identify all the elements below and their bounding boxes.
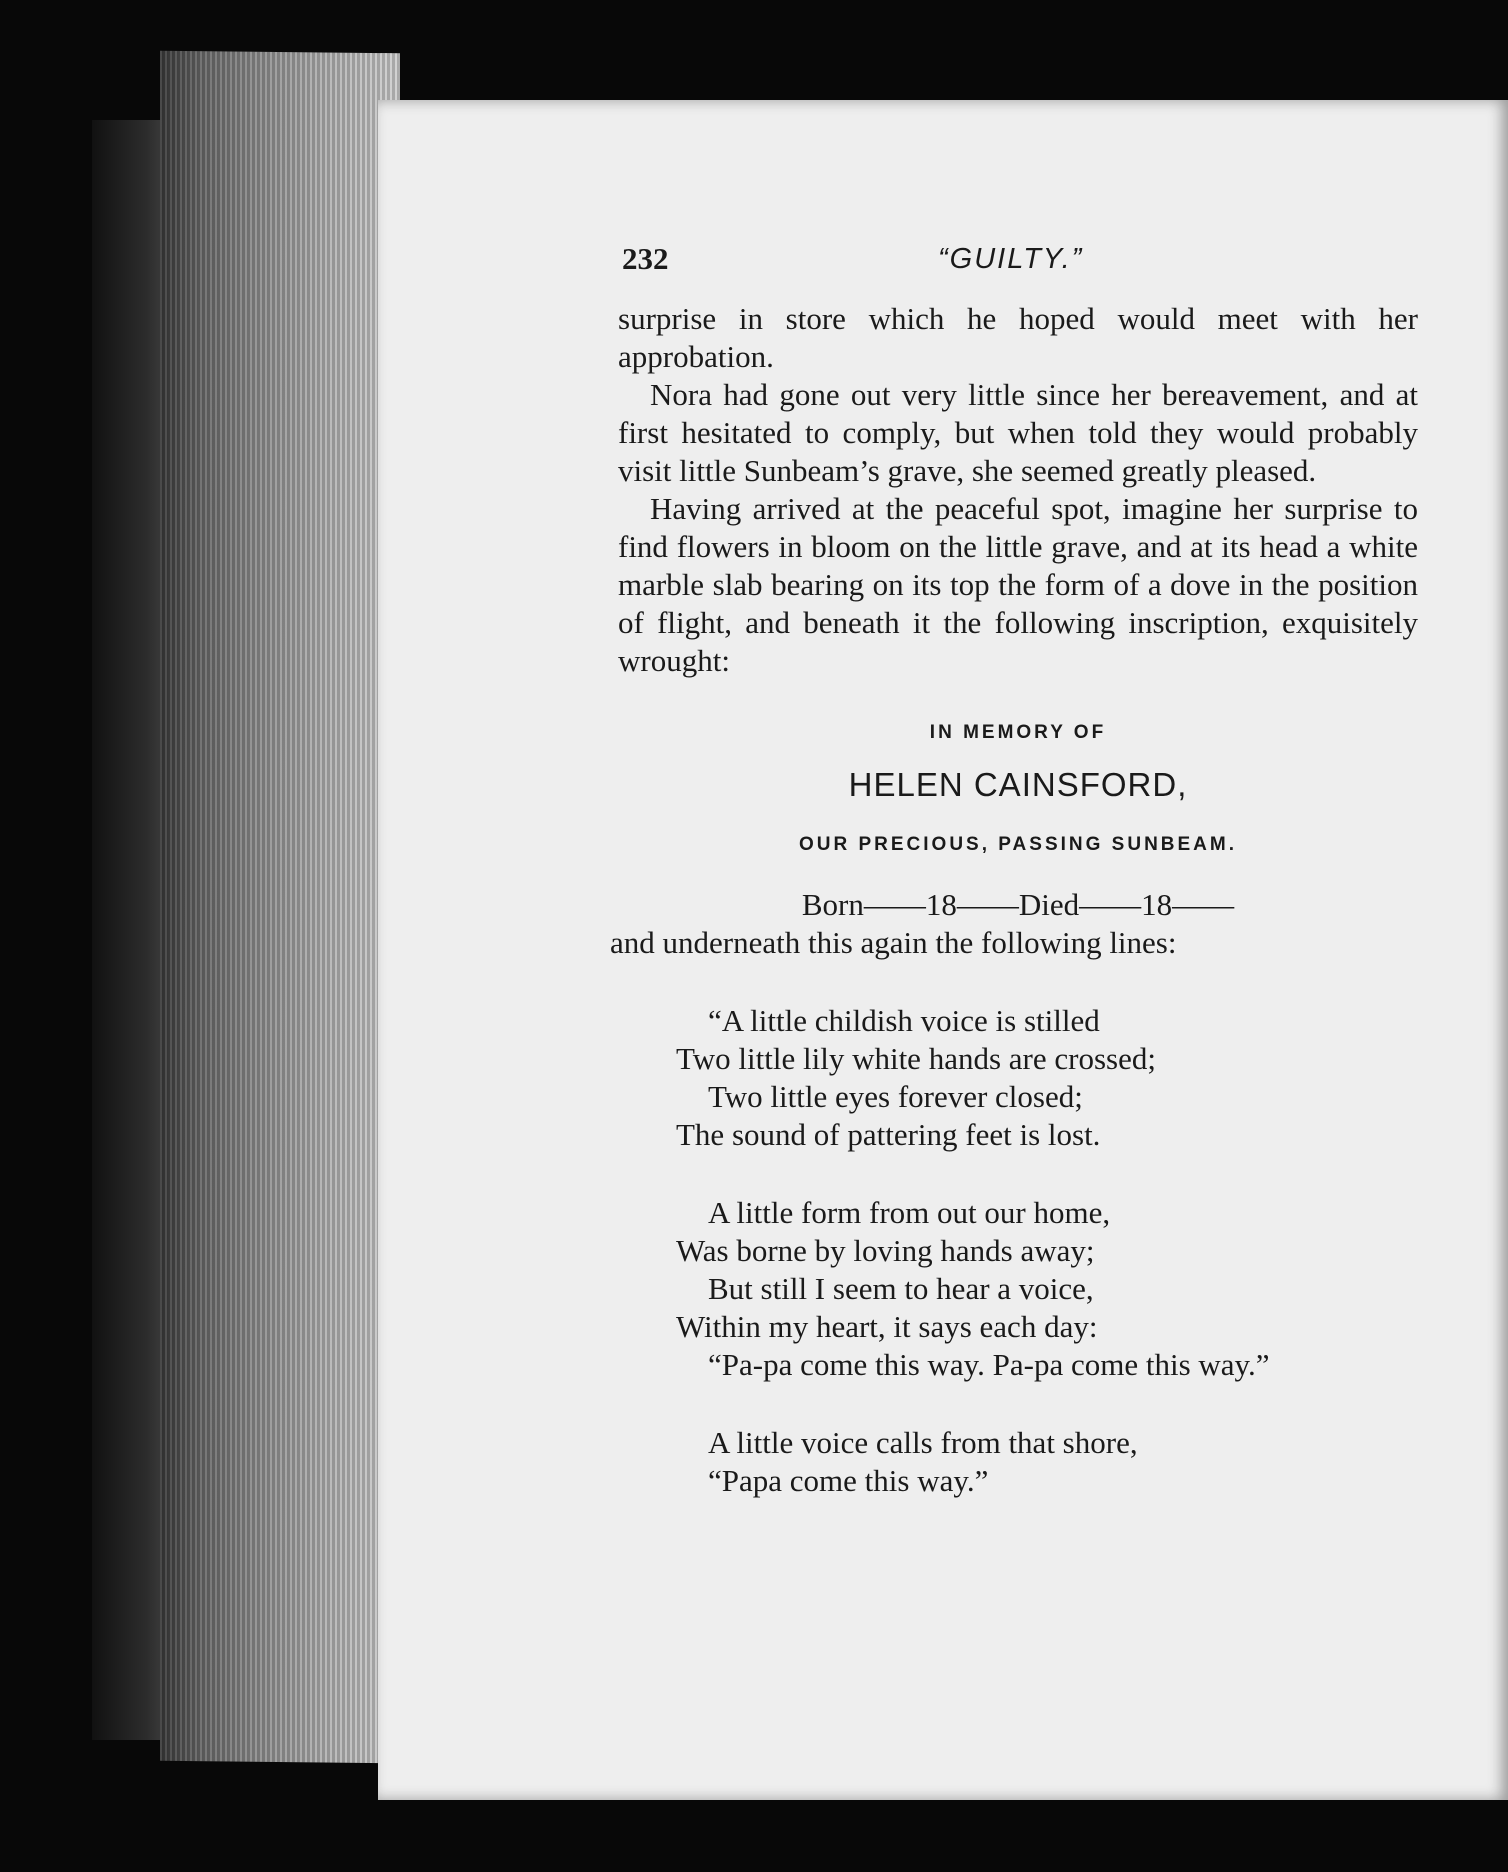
paragraph: surprise in store which he hoped would meet with her approbation. <box>618 301 1418 374</box>
verse-stanza-3 <box>676 1424 1418 1500</box>
verse-line: A little form from out our home, <box>708 1195 1111 1230</box>
verse-line: “Pa-pa come this way. Pa-pa come this way.” <box>708 1347 1270 1382</box>
verse-stanza-2 <box>676 1194 1418 1384</box>
verse-line: The sound of pattering feet is lost. <box>676 1117 1101 1152</box>
running-title: “GUILTY.” <box>938 243 1084 275</box>
page-text <box>610 240 1418 1500</box>
verse-line: Two little eyes forever closed; <box>708 1079 1083 1114</box>
verse-line: A little voice calls from that shore, <box>708 1425 1138 1460</box>
verse-line: Was borne by loving hands away; <box>676 1233 1095 1268</box>
verse-line: Within my heart, it says each day: <box>676 1309 1098 1344</box>
running-head <box>618 240 1418 300</box>
verse-stanza-1 <box>676 1002 1418 1154</box>
verse-line: “Papa come this way.” <box>708 1463 989 1498</box>
book-page-edges <box>160 51 400 1764</box>
inscription-dates: Born——18——Died——18—— <box>801 887 1235 922</box>
page-number: 232 <box>622 241 669 276</box>
inscription-subtitle: OUR PRECIOUS, PASSING SUNBEAM. <box>798 834 1238 855</box>
verse-line: But still I seem to hear a voice, <box>708 1271 1094 1306</box>
inscription-name: HELEN CAINSFORD, <box>848 766 1188 803</box>
verse-line: Two little lily white hands are crossed; <box>676 1041 1156 1076</box>
paragraph: Nora had gone out very little since her bereavement, and at first hesitated to comply, but when told they would probably visit little Sunbeam’s grave, she seemed greatly pleased. <box>618 377 1418 488</box>
transition-line: and underneath this again the following lines: <box>610 925 1177 960</box>
paragraph: Having arrived at the peaceful spot, imagine her surprise to find flowers in bloom on the little grave, and at its head a white marble slab bearing on its top the form of a dove in the position of flight, and beneath it the following inscription, exquisitely wrought: <box>618 491 1418 678</box>
verse-line: “A little childish voice is stilled <box>708 1003 1100 1038</box>
inscription-heading: IN MEMORY OF <box>929 722 1107 743</box>
